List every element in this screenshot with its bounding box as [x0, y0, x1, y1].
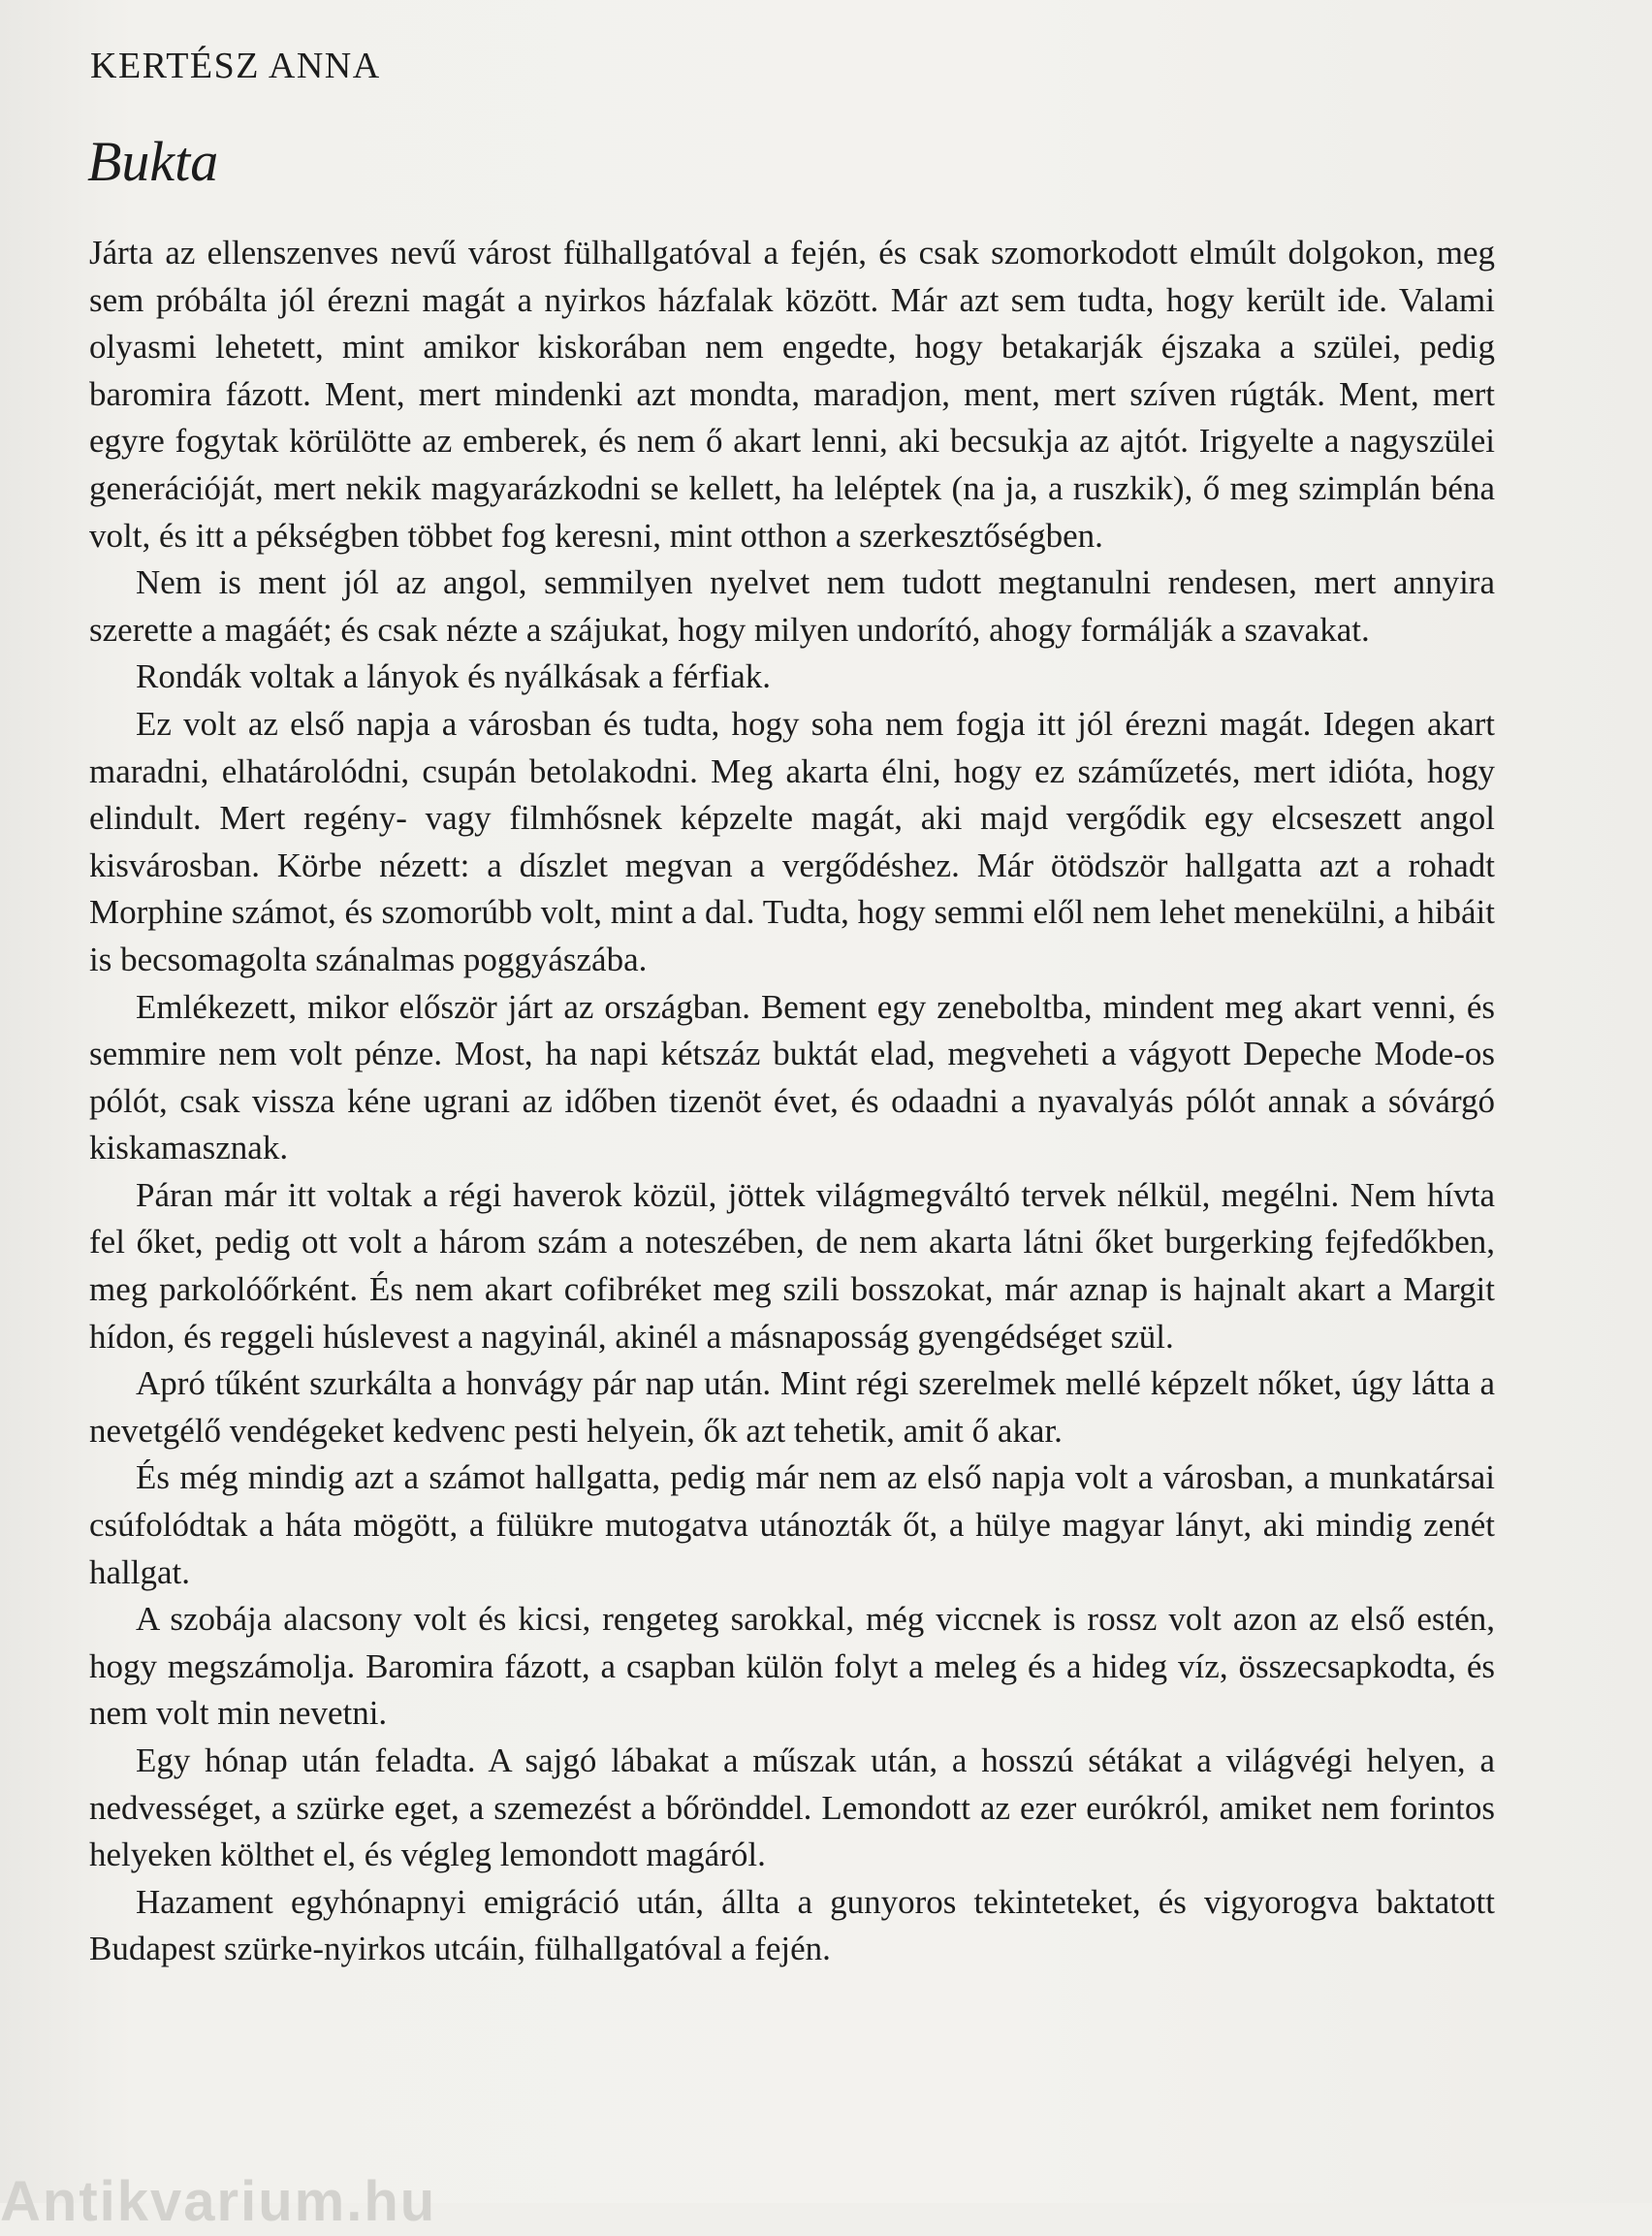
story-title: Bukta [87, 130, 219, 193]
paragraph-4: Ez volt az első napja a városban és tudta, hogy soha nem fogja itt jól érezni magát. Idegen akart maradni, elhatárolódni, csupán betolakodni. Meg akarta élni, hogy ez száműzetés, mert idióta, hogy elindult. Mert regény- vagy filmhősnek képzelte magát, aki majd vergődik egy elcseszett angol kisvárosban. Körbe nézett: a díszlet megvan a vergődéshez. Már ötödször hallgatta azt a rohadt Morphine számot, és szomorúbb volt, mint a dal. Tudta, hogy semmi elől nem lehet menekülni, a hibáit is becsomagolta szánalmas poggyászába. [89, 704, 1495, 978]
paragraph-3: Rondák voltak a lányok és nyálkásak a férfiak. [136, 657, 772, 696]
paragraph-7: Apró tűként szurkálta a honvágy pár nap után. Mint régi szerelmek mellé képzelt nőket, úgy látta a nevetgélő vendégeket kedvenc pesti helyein, ők azt tehetik, amit ő akar. [89, 1364, 1495, 1450]
paragraph-11: Hazament egyhónapnyi emigráció után, állta a gunyoros tekinteteket, és vigyorogva baktatott Budapest szürke-nyirkos utcáin, fülhallgatóval a fején. [89, 1882, 1495, 1968]
watermark-text: Antikvarium.hu [0, 2170, 437, 2233]
paragraph-6: Páran már itt voltak a régi haverok közül, jöttek világmegváltó tervek nélkül, megélni. Nem hívta fel őket, pedig ott volt a három szám a noteszében, de nem akarta látni őket burgerking fejfedőkben, meg parkolóőrként. És nem akart cofibréket meg szili bosszokat, már aznap is hajnalt akart a Margit hídon, és reggeli húslevest a nagyinál, akinél a másnaposság gyengédséget szül. [89, 1175, 1495, 1356]
paragraph-5: Emlékezett, mikor először járt az országban. Bement egy zeneboltba, mindent meg akart venni, és semmire nem volt pénze. Most, ha napi kétszáz buktát elad, megveheti a vágyott Depeche Mode-os pólót, csak vissza kéne ugrani az időben tizenöt évet, és odaadni a nyavalyás pólót annak a sóvárgó kiskamasznak. [89, 987, 1495, 1167]
author-name: KERTÉSZ ANNA [90, 46, 381, 86]
paragraph-10: Egy hónap után feladta. A sajgó lábakat a műszak után, a hosszú sétákat a világvégi helyen, a nedvességet, a szürke eget, a szemezést a bőrönddel. Lemondott az ezer eurókról, amiket nem forintos helyeken költhet el, és végleg lemondott magáról. [89, 1741, 1495, 1874]
story-body [89, 230, 1495, 1973]
paragraph-2: Nem is ment jól az angol, semmilyen nyelvet nem tudott megtanulni rendesen, mert annyira szerette a magáét; és csak nézte a szájukat, hogy milyen undorító, ahogy formálják a szavakat. [89, 563, 1495, 649]
paragraph-8: És még mindig azt a számot hallgatta, pedig már nem az első napja volt a városban, a munkatársai csúfolódtak a háta mögött, a fülükre mutogatva utánozták őt, a hülye magyar lányt, aki mindig zenét hallgat. [89, 1458, 1495, 1591]
paragraph-9: A szobája alacsony volt és kicsi, rengeteg sarokkal, még viccnek is rossz volt azon az első estén, hogy megszámolja. Baromira fázott, a csapban külön folyt a meleg és a hideg víz, összecsapkodta, és nem volt min nevetni. [89, 1600, 1495, 1733]
paragraph-1: Járta az ellenszenves nevű várost fülhallgatóval a fején, és csak szomorkodott elmúlt dolgokon, meg sem próbálta jól érezni magát a nyirkos házfalak között. Már azt sem tudta, hogy került ide. Valami olyasmi lehetett, mint amikor kiskorában nem engedte, hogy betakarják éjszaka a szülei, pedig baromira fázott. Ment, mert mindenki azt mondta, maradjon, ment, mert szíven rúgták. Ment, mert egyre fogytak körülötte az emberek, és nem ő akart lenni, aki becsukja az ajtót. Irigyelte a nagyszülei generációját, mert nekik magyarázkodni se kellett, ha leléptek (na ja, a ruszkik), ő meg szimplán béna volt, és itt a pékségben többet fog keresni, mint otthon a szerkesztőségben. [89, 234, 1495, 555]
